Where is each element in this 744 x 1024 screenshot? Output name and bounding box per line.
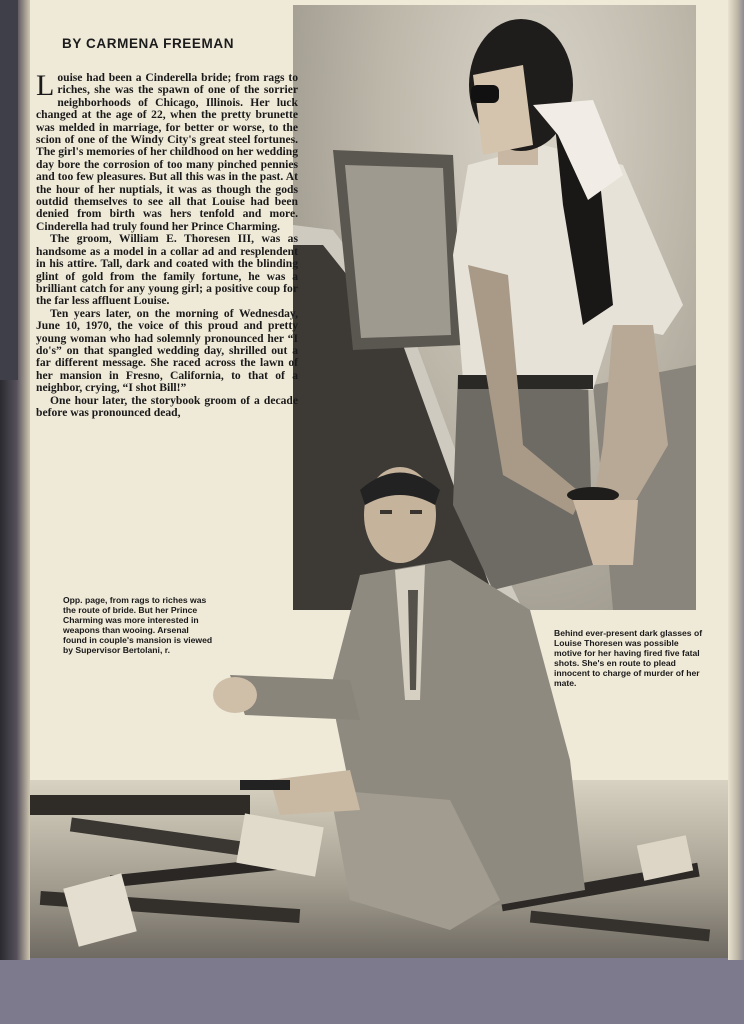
paragraph-text: ouise had been a Cinderella bride; from rags to riches, she was the spawn of one of the sorrier neighborhoods of Chicago, Illinois. Her luck changed at the age of 22, when the pretty brunette was melded in marriage, for better or worse, to the scion of one of the Windy City's great steel fortunes. The girl's memories of her childhood on her wedding day bore the corrosion of too many pinched pennies and too few pleasures. But all this was in the past. At the hour of her nuptials, it was as though the gods outdid themselves to see all that Louise had been denied from birth was hers tenfold and more. Cinderella had truly found her Prince Charming.	[36, 71, 298, 233]
article-paragraph: Ten years later, on the morning of Wednesday, June 10, 1970, the voice of this proud and pretty young woman who had solemnly pronounced her “I do's” on that spangled wedding day, shrilled out a far different message. She raced across the lawn of her mansion in Fresno, California, to that of a neighbor, crying, “I shot Bill!”	[36, 306, 298, 395]
book-cover-edge	[0, 0, 18, 380]
photo-caption-left: Opp. page, from rags to riches was the route of bride. But her Prince Charming was more interested in weapons than wooing. Arsenal found in couple's mansion is viewed by Supervisor Bertolani, r.	[63, 595, 213, 655]
article-paragraph	[36, 69, 298, 233]
drop-cap: L	[36, 69, 55, 102]
article-paragraph: One hour later, the storybook groom of a decade before was pronounced dead,	[36, 393, 298, 419]
photo-caption-right: Behind ever-present dark glasses of Louise Thoresen was possible motive for her having fired five fatal shots. She's en route to plead innocent to charge of murder of her mate.	[554, 628, 703, 688]
byline: BY CARMENA FREEMAN	[62, 36, 235, 51]
photo-supervisor-bertolani	[30, 460, 728, 958]
scan-background	[0, 955, 744, 1024]
article-body	[36, 69, 298, 419]
article-paragraph: The groom, William E. Thoresen III, was as handsome as a model in a collar ad and resplendent in his attire. Tall, dark and coated with the blinding glint of gold from the family fortune, he was a brilliant catch for any young girl; a positive coup for the far less affluent Louise.	[36, 232, 298, 308]
page-edge	[728, 0, 744, 960]
